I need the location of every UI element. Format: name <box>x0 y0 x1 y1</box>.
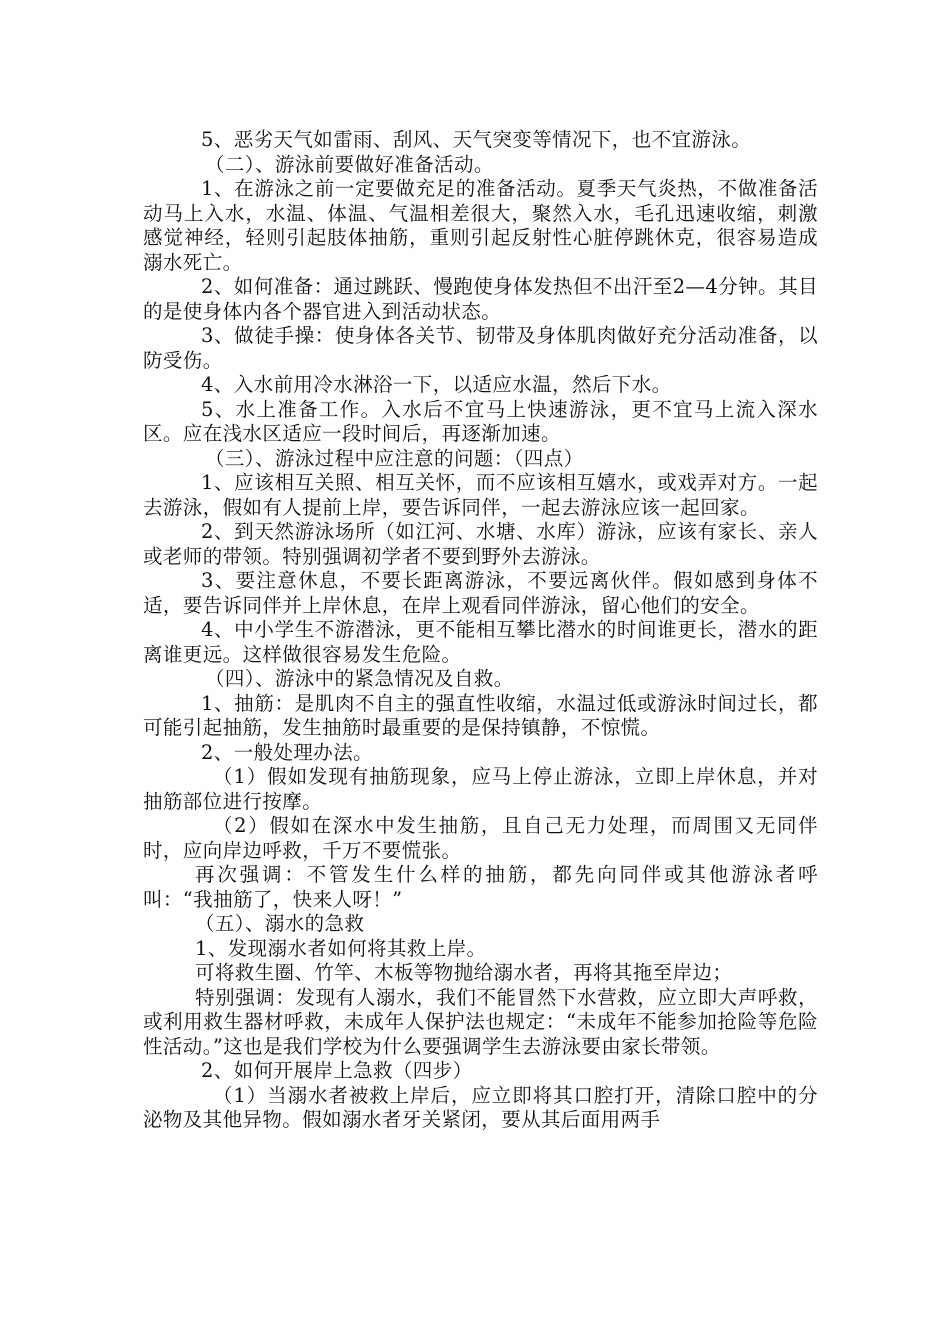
paragraph: 1、在游泳之前一定要做充足的准备活动。夏季天气炎热，不做准备活动马上入水，水温、体温、气温相差很大，聚然入水，毛孔迅速收缩，刺激感觉神经，轻则引起肢体抽筋，重则引起反射性心脏停跳休克，很容易造成溺水死亡。 <box>143 177 818 274</box>
paragraph: 2、如何准备：通过跳跃、慢跑使身体发热但不出汗至2—4分钟。其目的是使身体内各个器官进入到活动状态。 <box>143 275 818 323</box>
section-heading: （三）、游泳过程中应注意的问题：（四点） <box>205 446 584 470</box>
paragraph: 3、做徒手操：使身体各关节、韧带及身体肌肉做好充分活动准备，以防受伤。 <box>143 324 818 372</box>
paragraph: 1、发现溺水者如何将其救上岸。 <box>195 936 487 960</box>
paragraph: 5、水上准备工作。入水后不宜马上快速游泳，更不宜马上流入深水区。应在浅水区适应一段时间后，再逐渐加速。 <box>143 397 818 445</box>
paragraph: 再次强调：不管发生什么样的抽筋，都先向同伴或其他游泳者呼叫：“我抽筋了，快来人呀！” <box>143 863 818 911</box>
paragraph: 5、恶劣天气如雷雨、刮风、天气突变等情况下，也不宜游泳。 <box>201 128 752 151</box>
paragraph: 2、一般处理办法。 <box>201 740 374 764</box>
paragraph: 1、抽筋：是肌肉不自主的强直性收缩，水温过低或游泳时间过长，都可能引起抽筋，发生抽筋时最重要的是保持镇静，不惊慌。 <box>143 691 818 739</box>
section-heading: （五）、溺水的急救 <box>195 912 365 935</box>
paragraph: 1、应该相互关照、相互关怀，而不应该相互嬉水，或戏弄对方。一起去游泳，假如有人提前上岸，要告诉同伴，一起去游泳应该一起回家。 <box>143 471 818 519</box>
document-body <box>143 128 818 1133</box>
paragraph: 2、到天然游泳场所（如江河、水塘、水库）游泳，应该有家长、亲人或老师的带领。特别强调初学者不要到野外去游泳。 <box>143 520 818 568</box>
sub-paragraph: （2）假如在深水中发生抽筋，且自己无力处理，而周围又无同伴时，应向岸边呼救，千万不要慌张。 <box>143 814 818 862</box>
paragraph: 3、要注意休息，不要长距离游泳，不要远离伙伴。假如感到身体不适，要告诉同伴并上岸休息，在岸上观看同伴游泳，留心他们的安全。 <box>143 569 818 617</box>
section-heading: （二）、游泳前要做好准备活动。 <box>205 152 494 176</box>
paragraph: 4、中小学生不游潜泳，更不能相互攀比潜水的时间谁更长，潜水的距离谁更远。这样做很容易发生危险。 <box>143 618 818 666</box>
sub-paragraph: （1）假如发现有抽筋现象，应马上停止游泳，立即上岸休息，并对抽筋部位进行按摩。 <box>143 765 818 813</box>
section-heading: （四）、游泳中的紧急情况及自救。 <box>205 667 514 690</box>
paragraph: 特别强调：发现有人溺水，我们不能冒然下水营救，应立即大声呼救，或利用救生器材呼救，未成年人保护法也规定：“未成年不能参加抢险等危险性活动。”这也是我们学校为什么要强调学生去游泳要由家长带领。 <box>143 985 818 1058</box>
sub-paragraph: （1）当溺水者被救上岸后，应立即将其口腔打开，清除口腔中的分泌物及其他异物。假如溺水者牙关紧闭，要从其后面用两手 <box>143 1083 818 1131</box>
paragraph: 4、入水前用冷水淋浴一下，以适应水温，然后下水。 <box>201 373 672 396</box>
paragraph: 2、如何开展岸上急救（四步） <box>201 1059 473 1082</box>
paragraph: 可将救生圈、竹竿、木板等物抛给溺水者，再将其拖至岸边； <box>195 961 733 984</box>
